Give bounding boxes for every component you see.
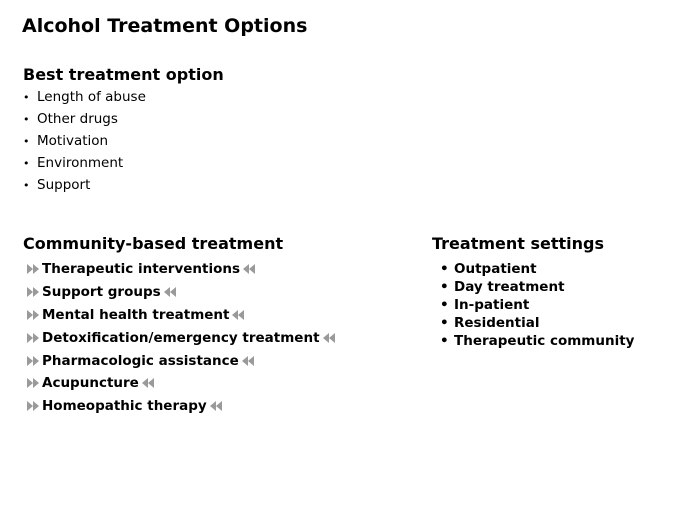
bullet-icon: • bbox=[23, 135, 30, 148]
pharmacologic-assistance-link[interactable]: Pharmacologic assistance bbox=[42, 352, 239, 369]
community-treatment-links bbox=[27, 258, 336, 418]
double-chevron-right-icon[interactable] bbox=[27, 281, 40, 303]
double-chevron-left-icon[interactable] bbox=[242, 350, 255, 372]
double-chevron-right-icon[interactable] bbox=[27, 350, 40, 372]
treatment-link-row bbox=[27, 395, 336, 418]
treatment-settings-heading: Treatment settings bbox=[432, 234, 604, 253]
homeopathic-therapy-link[interactable]: Homeopathic therapy bbox=[42, 398, 207, 415]
double-chevron-left-icon[interactable] bbox=[142, 372, 155, 394]
list-item-label: Length of abuse bbox=[37, 89, 146, 105]
list-item bbox=[23, 152, 146, 174]
bullet-icon: • bbox=[23, 179, 30, 192]
bullet-icon: • bbox=[440, 315, 449, 331]
list-item-label: Motivation bbox=[37, 133, 109, 149]
list-item-label: Other drugs bbox=[37, 111, 118, 127]
bullet-icon: • bbox=[440, 279, 449, 295]
list-item-label: Day treatment bbox=[454, 279, 565, 295]
list-item-label: Outpatient bbox=[454, 261, 537, 277]
detoxification-emergency-treatment-link[interactable]: Detoxification/emergency treatment bbox=[42, 329, 320, 346]
list-item bbox=[440, 332, 634, 350]
treatment-link-row bbox=[27, 326, 336, 349]
double-chevron-right-icon[interactable] bbox=[27, 372, 40, 394]
double-chevron-left-icon[interactable] bbox=[243, 258, 256, 280]
bullet-icon: • bbox=[23, 157, 30, 170]
treatment-link-row bbox=[27, 372, 336, 395]
double-chevron-right-icon[interactable] bbox=[27, 258, 40, 280]
list-item bbox=[23, 86, 146, 108]
best-treatment-heading: Best treatment option bbox=[23, 65, 224, 84]
therapeutic-interventions-link[interactable]: Therapeutic interventions bbox=[42, 261, 241, 278]
list-item bbox=[440, 296, 634, 314]
treatment-link-row bbox=[27, 281, 336, 304]
treatment-link-row bbox=[27, 304, 336, 327]
list-item bbox=[23, 130, 146, 152]
list-item-label: In-patient bbox=[454, 297, 530, 313]
bullet-icon: • bbox=[440, 261, 449, 277]
best-treatment-list bbox=[23, 86, 146, 196]
acupuncture-link[interactable]: Acupuncture bbox=[42, 375, 139, 392]
mental-health-treatment-link[interactable]: Mental health treatment bbox=[42, 306, 230, 323]
bullet-icon: • bbox=[23, 91, 30, 104]
bullet-icon: • bbox=[440, 333, 449, 349]
treatment-link-row bbox=[27, 258, 336, 281]
list-item-label: Therapeutic community bbox=[454, 333, 635, 349]
list-item-label: Residential bbox=[454, 315, 540, 331]
bullet-icon: • bbox=[23, 113, 30, 126]
page-title: Alcohol Treatment Options bbox=[22, 15, 308, 37]
support-groups-link[interactable]: Support groups bbox=[42, 284, 161, 301]
double-chevron-left-icon[interactable] bbox=[164, 281, 177, 303]
double-chevron-left-icon[interactable] bbox=[210, 395, 223, 417]
list-item-label: Environment bbox=[37, 155, 124, 171]
list-item bbox=[23, 108, 146, 130]
bullet-icon: • bbox=[440, 297, 449, 313]
list-item bbox=[440, 260, 634, 278]
treatment-link-row bbox=[27, 349, 336, 372]
list-item bbox=[440, 314, 634, 332]
treatment-settings-list bbox=[440, 260, 634, 350]
double-chevron-left-icon[interactable] bbox=[323, 327, 336, 349]
community-treatment-heading: Community-based treatment bbox=[23, 234, 284, 253]
double-chevron-right-icon[interactable] bbox=[27, 395, 40, 417]
double-chevron-left-icon[interactable] bbox=[232, 304, 245, 326]
double-chevron-right-icon[interactable] bbox=[27, 327, 40, 349]
list-item-label: Support bbox=[37, 177, 91, 193]
list-item bbox=[23, 174, 146, 196]
double-chevron-right-icon[interactable] bbox=[27, 304, 40, 326]
list-item bbox=[440, 278, 634, 296]
